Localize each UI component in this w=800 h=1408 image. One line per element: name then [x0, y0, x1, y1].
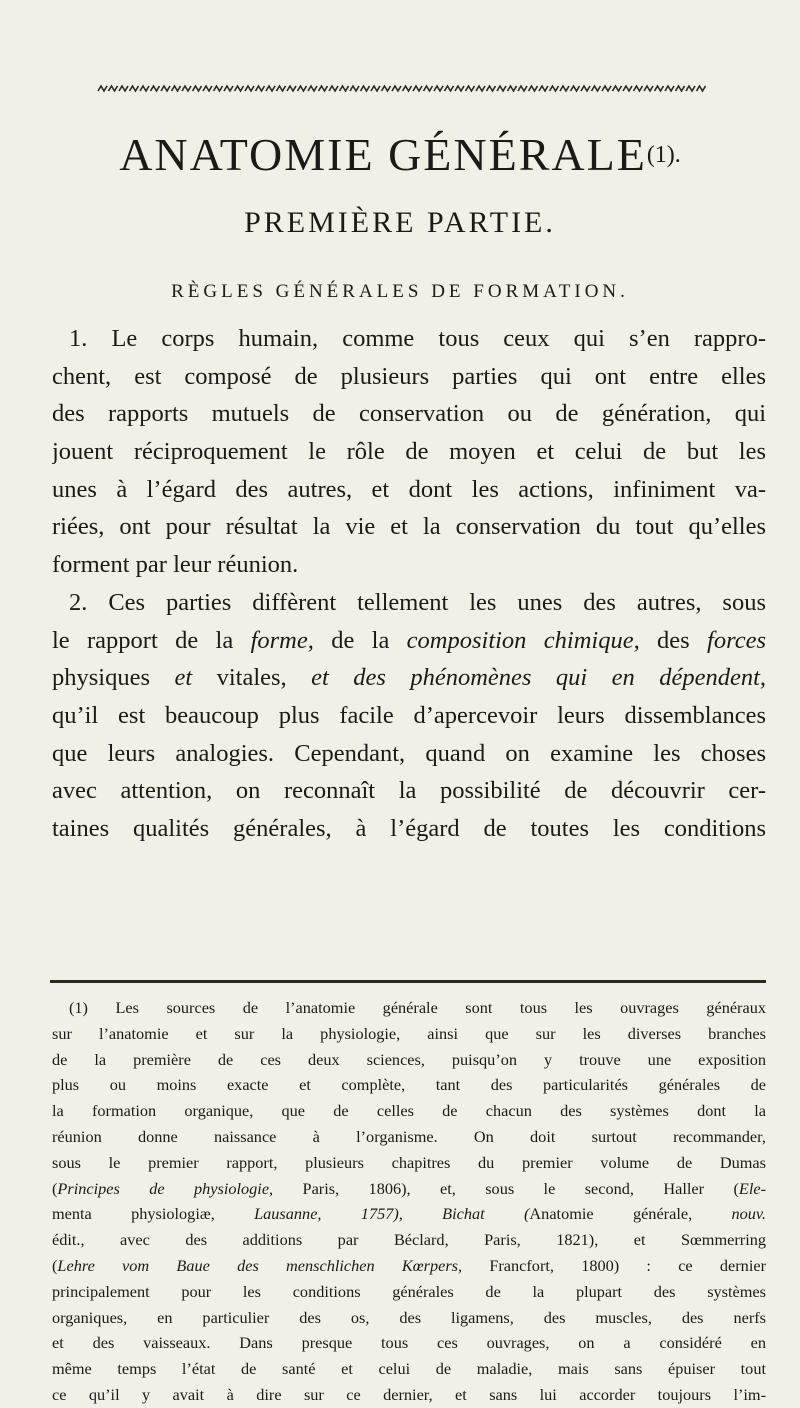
ornament-mark — [350, 86, 359, 91]
part-title: PREMIÈRE PARTIE. — [244, 206, 556, 239]
ornament-mark — [361, 86, 370, 91]
italic-text: Ele- — [738, 1178, 766, 1198]
footnote-separator — [50, 980, 766, 983]
body-line: que leurs analogies. Cependant, quand on examine les choses — [52, 739, 766, 767]
ornament-mark — [266, 86, 275, 91]
italic-text: Principes de physiologie, — [57, 1178, 274, 1198]
footnote-line: même temps l’état de santé et celui de maladie, mais sans épuiser tout — [52, 1359, 766, 1379]
italic-text: Lehre vom Baue des menschlichen Kœrpers, — [57, 1255, 463, 1275]
ornament-mark — [98, 86, 107, 91]
body-line: qu’il est beaucoup plus facile d’apercevoir leurs dissemblances — [52, 701, 766, 729]
ornament-mark — [182, 86, 191, 91]
body-line — [52, 622, 766, 660]
ornament-mark — [560, 86, 569, 91]
italic-text: forces — [707, 626, 766, 654]
footnote-line: et des vaisseaux. Dans presque tous ces ouvrages, on a considéré en — [52, 1333, 766, 1353]
footnote-line — [52, 1176, 766, 1202]
italic-text: forme, — [250, 626, 314, 654]
ornament-mark — [581, 86, 590, 91]
footnote-line: principalement pour les conditions générales de la plupart des systèmes — [52, 1281, 766, 1301]
body-line: 2. Ces parties diffèrent tellement les unes des autres, sous — [69, 588, 766, 616]
footnote-line: réunion donne naissance à l’organisme. On doit surtout recommander, — [52, 1126, 766, 1146]
ornament-mark — [455, 86, 464, 91]
text-run: Francfort, 1800) : ce dernier — [462, 1255, 766, 1275]
body-line: jouent réciproquement le rôle de moyen et celui de but les — [52, 438, 766, 466]
footnote-line: organiques, en particulier des os, des ligamens, des muscles, des nerfs — [52, 1307, 766, 1327]
ornament-mark — [329, 86, 338, 91]
ornament-mark — [235, 86, 244, 91]
italic-text: nouv. — [692, 1204, 766, 1224]
ornament-mark — [550, 86, 559, 91]
body-line: riées, ont pour résultat la vie et la conservation du tout qu’elles — [52, 513, 766, 541]
body-line: forment par leur réunion. — [52, 551, 299, 579]
section-heading: RÈGLES GÉNÉRALES DE FORMATION. — [171, 281, 629, 302]
ornament-mark — [508, 86, 517, 91]
ornament-mark — [413, 86, 422, 91]
ornament-mark — [245, 86, 254, 91]
ornament-mark — [602, 86, 611, 91]
ornament-mark — [466, 86, 475, 91]
ornament-mark — [319, 86, 328, 91]
ornament-mark — [298, 86, 307, 91]
ornament-mark — [434, 86, 443, 91]
text-run: vitales, — [216, 664, 287, 692]
ornament-mark — [109, 86, 118, 91]
ornament-mark — [371, 86, 380, 91]
ornament-mark — [256, 86, 265, 91]
text-run: Paris, 1806), et, sous le second, Haller ( — [273, 1178, 739, 1198]
ornament-mark — [476, 86, 485, 91]
ornament-mark — [487, 86, 496, 91]
footnote-line: la formation organique, que de celles de chacun des systèmes dont la — [52, 1101, 766, 1121]
body-line: taines qualités générales, à l’égard de toutes les conditions — [52, 814, 766, 842]
ornament-mark — [424, 86, 433, 91]
body-line: unes à l’égard des autres, et dont les actions, infiniment va- — [52, 475, 766, 503]
ornament-mark — [634, 86, 643, 91]
title-text: ANATOMIE GÉNÉRALE — [119, 129, 647, 180]
text-run: ( — [52, 1255, 58, 1275]
footnote-line: plus ou moins exacte et complète, tant des particularités générales de — [52, 1075, 766, 1095]
text-run: menta physiologiæ, — [52, 1204, 215, 1224]
ornament-mark — [644, 86, 653, 91]
ornament-mark — [613, 86, 622, 91]
footnote-line: sous le premier rapport, plusieurs chapitres du premier volume de Dumas — [52, 1152, 766, 1172]
footnote-line: édit., avec des additions par Béclard, Paris, 1821), et Sœmmerring — [52, 1230, 766, 1250]
ornament-mark — [676, 86, 685, 91]
footnote-line: ce qu’il y avait à dire sur ce dernier, et sans lui accorder toujours l’im- — [52, 1384, 766, 1404]
title-footnote-ref: (1). — [646, 142, 681, 168]
ornament-mark — [214, 86, 223, 91]
body-text — [52, 320, 766, 848]
ornament-mark — [392, 86, 401, 91]
text-run: des — [639, 626, 708, 654]
ornament-mark — [287, 86, 296, 91]
footnote — [52, 995, 766, 1408]
ornament-mark — [497, 86, 506, 91]
ornament-mark — [119, 86, 128, 91]
ornament-mark — [172, 86, 181, 91]
ornament-mark — [161, 86, 170, 91]
ornament-mark — [308, 86, 317, 91]
ornament-mark — [539, 86, 548, 91]
ornament-mark — [340, 86, 349, 91]
body-line: chent, est composé de plusieurs parties qui ont entre elles — [52, 362, 766, 390]
footnote-line: (1) Les sources de l’anatomie générale sont tous les ouvrages généraux — [69, 998, 766, 1017]
text-run: de la — [313, 626, 407, 654]
ornament-mark — [130, 86, 139, 91]
ornament-mark — [445, 86, 454, 91]
body-line: avec attention, on reconnaît la possibilité de découvrir cer- — [52, 777, 766, 805]
ornament-mark — [697, 86, 706, 91]
ornament-mark — [665, 86, 674, 91]
ornament-mark — [203, 86, 212, 91]
ornament-mark — [224, 86, 233, 91]
ornament-mark — [382, 86, 391, 91]
ornament-mark — [403, 86, 412, 91]
italic-text: Lausanne, 1757), Bichat ( — [214, 1204, 530, 1224]
ornament-mark — [655, 86, 664, 91]
ornament-mark — [623, 86, 632, 91]
italic-text: et — [150, 664, 217, 692]
italic-text: composition chimique, — [406, 626, 640, 654]
ornament-mark — [571, 86, 580, 91]
decorative-border-ornament — [96, 80, 716, 96]
body-line — [52, 659, 766, 697]
footnote-line — [52, 1253, 766, 1279]
ornament-mark — [518, 86, 527, 91]
body-line: 1. Le corps humain, comme tous ceux qui s’en rappro- — [69, 325, 766, 352]
ornament-mark — [140, 86, 149, 91]
ornament-mark — [277, 86, 286, 91]
text-run: physiques — [52, 664, 150, 692]
ornament-mark — [686, 86, 695, 91]
body-line: des rapports mutuels de conservation ou de génération, qui — [52, 400, 766, 428]
ornament-mark — [193, 86, 202, 91]
ornament-mark — [151, 86, 160, 91]
page-title — [0, 128, 800, 182]
text-run: ( — [52, 1178, 58, 1198]
footnote-line: de la première de ces deux sciences, puisqu’on y trouve une exposition — [52, 1049, 766, 1069]
ornament-mark — [529, 86, 538, 91]
italic-text: et des phénomènes qui en dépendent, — [286, 664, 766, 692]
ornament-mark — [592, 86, 601, 91]
text-run: le rapport de la — [52, 626, 251, 654]
text-run: Anatomie générale, — [529, 1204, 693, 1224]
footnote-line — [52, 1201, 766, 1227]
footnote-line: sur l’anatomie et sur la physiologie, ainsi que sur les diverses branches — [52, 1023, 766, 1043]
